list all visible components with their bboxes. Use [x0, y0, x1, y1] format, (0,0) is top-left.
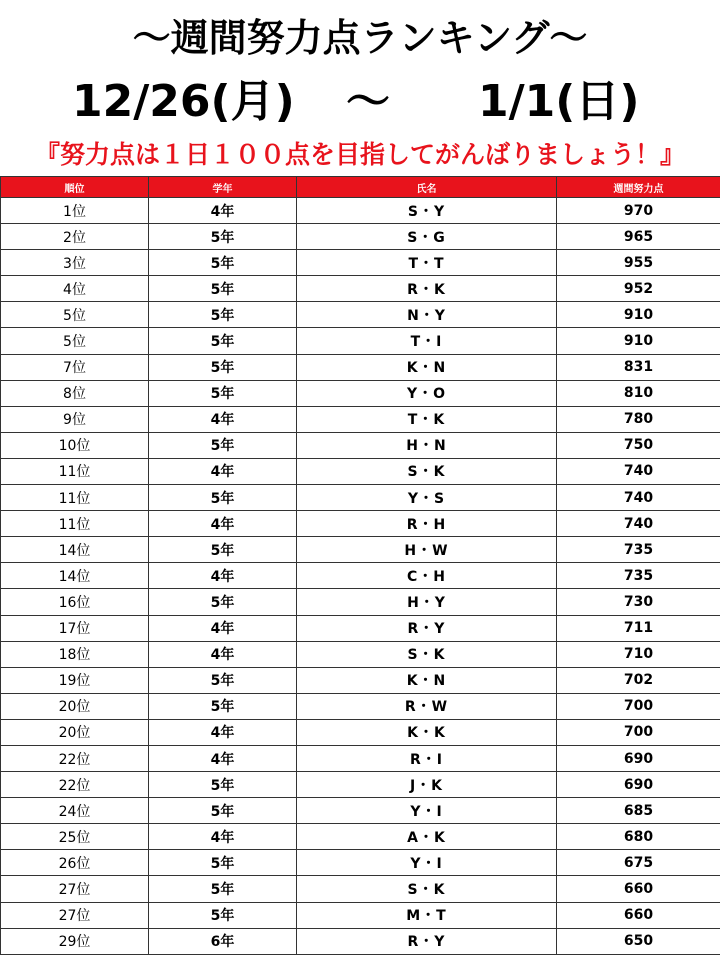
score-cell: 700 — [557, 693, 720, 719]
table-row — [1, 615, 720, 641]
grade-cell: 5年 — [149, 380, 297, 406]
rank-cell: 8位 — [1, 380, 149, 406]
name-cell: R・H — [297, 511, 557, 537]
rank-cell: 27位 — [1, 876, 149, 902]
grade-cell: 5年 — [149, 485, 297, 511]
grade-cell: 4年 — [149, 511, 297, 537]
score-cell: 711 — [557, 615, 720, 641]
rank-cell: 17位 — [1, 615, 149, 641]
date-start: 12/26(月) — [72, 76, 295, 127]
score-cell: 710 — [557, 641, 720, 667]
table-header-row — [1, 177, 720, 198]
rank-cell: 24位 — [1, 798, 149, 824]
score-cell: 702 — [557, 667, 720, 693]
name-cell: H・N — [297, 432, 557, 458]
page-title: ～週間努力点ランキング～ — [132, 16, 588, 60]
score-cell: 680 — [557, 824, 720, 850]
rank-cell: 4位 — [1, 276, 149, 302]
name-cell: S・K — [297, 641, 557, 667]
name-cell: J・K — [297, 772, 557, 798]
table-row — [1, 328, 720, 354]
grade-cell: 5年 — [149, 902, 297, 928]
name-cell: R・I — [297, 745, 557, 771]
table-row — [1, 537, 720, 563]
name-cell: K・N — [297, 354, 557, 380]
score-cell: 952 — [557, 276, 720, 302]
score-cell: 910 — [557, 302, 720, 328]
score-cell: 810 — [557, 380, 720, 406]
score-cell: 735 — [557, 563, 720, 589]
name-cell: T・K — [297, 406, 557, 432]
grade-cell: 4年 — [149, 198, 297, 224]
date-range — [0, 70, 720, 134]
score-cell: 740 — [557, 458, 720, 484]
name-cell: Y・I — [297, 798, 557, 824]
ranking-body — [1, 198, 720, 955]
table-row — [1, 224, 720, 250]
table-row — [1, 563, 720, 589]
table-row — [1, 198, 720, 224]
table-row — [1, 354, 720, 380]
rank-cell: 20位 — [1, 693, 149, 719]
rank-cell: 10位 — [1, 432, 149, 458]
rank-cell: 18位 — [1, 641, 149, 667]
rank-cell: 9位 — [1, 406, 149, 432]
name-cell: S・Y — [297, 198, 557, 224]
grade-cell: 5年 — [149, 432, 297, 458]
table-row — [1, 432, 720, 458]
header-name: 氏名 — [297, 177, 557, 198]
grade-cell: 5年 — [149, 798, 297, 824]
date-end: 1/1(日) — [478, 76, 640, 127]
score-cell: 965 — [557, 224, 720, 250]
grade-cell: 4年 — [149, 641, 297, 667]
table-row — [1, 902, 720, 928]
score-cell: 970 — [557, 198, 720, 224]
rank-cell: 14位 — [1, 537, 149, 563]
table-row — [1, 772, 720, 798]
table-row — [1, 302, 720, 328]
grade-cell: 5年 — [149, 772, 297, 798]
table-row — [1, 485, 720, 511]
table-row — [1, 458, 720, 484]
score-cell: 740 — [557, 485, 720, 511]
score-cell: 740 — [557, 511, 720, 537]
rank-cell: 1位 — [1, 198, 149, 224]
table-row — [1, 380, 720, 406]
rank-cell: 3位 — [1, 250, 149, 276]
name-cell: R・Y — [297, 615, 557, 641]
table-row — [1, 876, 720, 902]
rank-cell: 22位 — [1, 772, 149, 798]
name-cell: M・T — [297, 902, 557, 928]
score-cell: 831 — [557, 354, 720, 380]
rank-cell: 11位 — [1, 511, 149, 537]
table-row — [1, 641, 720, 667]
name-cell: K・N — [297, 667, 557, 693]
grade-cell: 5年 — [149, 276, 297, 302]
score-cell: 660 — [557, 876, 720, 902]
score-cell: 955 — [557, 250, 720, 276]
header-rank: 順位 — [1, 177, 149, 198]
grade-cell: 4年 — [149, 745, 297, 771]
name-cell: T・I — [297, 328, 557, 354]
score-cell: 690 — [557, 772, 720, 798]
name-cell: R・W — [297, 693, 557, 719]
rank-cell: 22位 — [1, 745, 149, 771]
grade-cell: 4年 — [149, 615, 297, 641]
table-row — [1, 824, 720, 850]
grade-cell: 4年 — [149, 563, 297, 589]
score-cell: 750 — [557, 432, 720, 458]
grade-cell: 5年 — [149, 850, 297, 876]
rank-cell: 29位 — [1, 928, 149, 954]
rank-cell: 27位 — [1, 902, 149, 928]
grade-cell: 4年 — [149, 719, 297, 745]
score-cell: 700 — [557, 719, 720, 745]
name-cell: C・H — [297, 563, 557, 589]
header-score: 週間努力点 — [557, 177, 720, 198]
table-row — [1, 745, 720, 771]
name-cell: K・K — [297, 719, 557, 745]
table-row — [1, 719, 720, 745]
name-cell: S・G — [297, 224, 557, 250]
name-cell: S・K — [297, 458, 557, 484]
table-row — [1, 667, 720, 693]
score-cell: 685 — [557, 798, 720, 824]
grade-cell: 5年 — [149, 537, 297, 563]
name-cell: Y・S — [297, 485, 557, 511]
grade-cell: 5年 — [149, 876, 297, 902]
grade-cell: 4年 — [149, 458, 297, 484]
rank-cell: 14位 — [1, 563, 149, 589]
grade-cell: 5年 — [149, 589, 297, 615]
grade-cell: 5年 — [149, 250, 297, 276]
name-cell: S・K — [297, 876, 557, 902]
score-cell: 675 — [557, 850, 720, 876]
header-grade: 学年 — [149, 177, 297, 198]
table-row — [1, 589, 720, 615]
name-cell: Y・I — [297, 850, 557, 876]
score-cell: 660 — [557, 902, 720, 928]
rank-cell: 7位 — [1, 354, 149, 380]
name-cell: A・K — [297, 824, 557, 850]
table-row — [1, 250, 720, 276]
table-row — [1, 798, 720, 824]
table-row — [1, 850, 720, 876]
rank-cell: 11位 — [1, 458, 149, 484]
rank-cell: 19位 — [1, 667, 149, 693]
grade-cell: 5年 — [149, 354, 297, 380]
score-cell: 730 — [557, 589, 720, 615]
ranking-table — [0, 176, 720, 955]
name-cell: N・Y — [297, 302, 557, 328]
date-separator: ～ — [346, 76, 390, 127]
name-cell: H・W — [297, 537, 557, 563]
name-cell: H・Y — [297, 589, 557, 615]
score-cell: 780 — [557, 406, 720, 432]
grade-cell: 6年 — [149, 928, 297, 954]
score-cell: 735 — [557, 537, 720, 563]
grade-cell: 5年 — [149, 224, 297, 250]
slogan: 『努力点は１日１００点を目指してがんばりましょう！』 — [34, 140, 685, 169]
table-row — [1, 276, 720, 302]
rank-cell: 5位 — [1, 302, 149, 328]
table-row — [1, 511, 720, 537]
table-row — [1, 693, 720, 719]
rank-cell: 25位 — [1, 824, 149, 850]
rank-cell: 5位 — [1, 328, 149, 354]
grade-cell: 5年 — [149, 302, 297, 328]
grade-cell: 5年 — [149, 328, 297, 354]
table-row — [1, 406, 720, 432]
grade-cell: 4年 — [149, 406, 297, 432]
name-cell: T・T — [297, 250, 557, 276]
name-cell: R・K — [297, 276, 557, 302]
name-cell: Y・O — [297, 380, 557, 406]
rank-cell: 11位 — [1, 485, 149, 511]
score-cell: 690 — [557, 745, 720, 771]
rank-cell: 16位 — [1, 589, 149, 615]
name-cell: R・Y — [297, 928, 557, 954]
grade-cell: 5年 — [149, 667, 297, 693]
rank-cell: 20位 — [1, 719, 149, 745]
rank-cell: 2位 — [1, 224, 149, 250]
rank-cell: 26位 — [1, 850, 149, 876]
score-cell: 650 — [557, 928, 720, 954]
table-row — [1, 928, 720, 954]
grade-cell: 5年 — [149, 693, 297, 719]
grade-cell: 4年 — [149, 824, 297, 850]
score-cell: 910 — [557, 328, 720, 354]
